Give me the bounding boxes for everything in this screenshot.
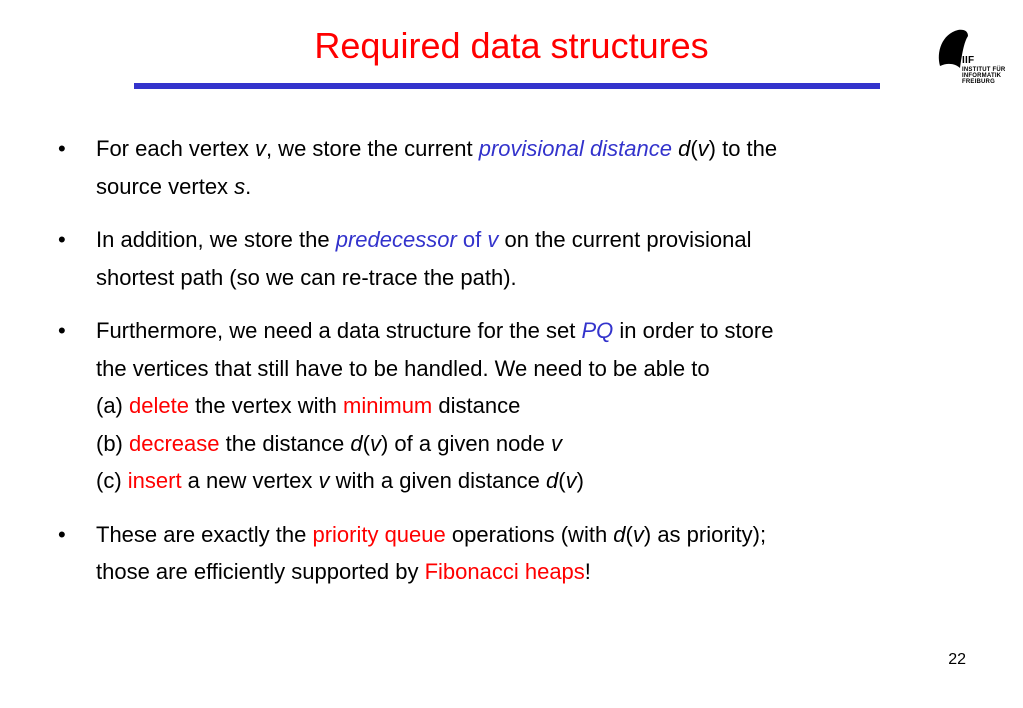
text-run: source vertex — [96, 173, 235, 199]
text-run: the vertex with — [188, 393, 344, 418]
logo-line-1: INSTITUT FÜR — [962, 67, 1006, 73]
text-run: insert — [127, 468, 182, 493]
logo-line-2: INFORMATIK — [962, 73, 1002, 79]
text-run: d — [350, 430, 363, 456]
text-run: on the current provisional — [498, 227, 752, 252]
text-run: provisional distance — [478, 136, 672, 161]
text-run: ( — [690, 136, 698, 161]
text-run: a new vertex — [181, 468, 319, 493]
text-run: ) of a given node — [380, 430, 551, 456]
page-number: 22 — [948, 651, 966, 668]
text-run: These are exactly the — [96, 521, 313, 547]
bullet-marker: • — [58, 318, 66, 343]
text-run: d — [678, 136, 691, 161]
bullet-marker: • — [58, 521, 66, 547]
text-run: ) as priority); — [643, 521, 767, 547]
text-run: v — [318, 468, 330, 493]
text-run: , we store the current — [265, 136, 479, 161]
bullet-marker: • — [58, 227, 66, 252]
bullet-line — [96, 462, 958, 500]
logo-mark: IIF — [962, 55, 975, 66]
bullet-item — [58, 130, 958, 205]
text-run: the distance — [219, 430, 351, 456]
institute-logo-text — [962, 56, 1005, 85]
text-run: v — [565, 468, 577, 493]
text-run: v — [697, 136, 709, 161]
text-run: v — [254, 136, 266, 161]
text-run: the vertices that still have to be handled. We need to be able to — [96, 355, 710, 381]
text-run: Furthermore, we need a data structure for the set — [96, 318, 582, 343]
bullet-line — [96, 553, 958, 591]
text-run: v — [487, 227, 499, 252]
bullet-marker: • — [58, 136, 66, 161]
text-run: operations (with — [445, 521, 614, 547]
slide-title: Required data structures — [314, 25, 709, 66]
text-run: with a given distance — [329, 468, 546, 493]
text-run: (b) — [96, 430, 129, 456]
title-underline — [134, 83, 880, 89]
bullet-line — [96, 312, 958, 350]
text-run: ) — [576, 468, 584, 493]
text-run: d — [613, 521, 626, 547]
text-run: s — [234, 173, 246, 199]
text-run: shortest path (so we can re-trace the path). — [96, 264, 517, 290]
text-run: ( — [625, 521, 633, 547]
bullet-item — [58, 312, 958, 500]
bullet-line — [96, 259, 958, 297]
text-run: ) to the — [708, 136, 778, 161]
text-run: v — [632, 521, 644, 547]
text-run: Fibonacci heaps — [424, 559, 585, 584]
bullet-line — [96, 516, 958, 554]
text-run: For each vertex — [96, 136, 255, 161]
text-run: of — [456, 227, 488, 252]
bullet-line — [96, 130, 958, 168]
bullet-list — [58, 130, 958, 607]
text-run: delete — [129, 393, 189, 418]
text-run: distance — [432, 393, 521, 418]
text-run: d — [545, 468, 559, 493]
text-run: those are efficiently supported by — [96, 559, 425, 584]
text-run: (c) — [96, 468, 128, 493]
text-run: in order to store — [613, 318, 774, 343]
text-run: predecessor — [335, 227, 457, 252]
text-run: decrease — [129, 430, 220, 456]
bullet-line — [96, 387, 958, 425]
logo-line-3: FREIBURG — [962, 79, 995, 85]
bullet-line — [96, 221, 958, 259]
text-run: v — [369, 430, 381, 456]
text-run: In addition, we store the — [96, 227, 336, 252]
text-run: ( — [362, 430, 370, 456]
bullet-line — [96, 425, 958, 463]
bullet-item — [58, 516, 958, 591]
text-run: . — [245, 173, 252, 199]
text-run: minimum — [343, 393, 433, 418]
text-run: ! — [584, 559, 591, 584]
text-run: (a) — [96, 393, 129, 418]
text-run: PQ — [581, 318, 614, 343]
text-run: v — [550, 430, 562, 456]
bullet-item — [58, 221, 958, 296]
bullet-line — [96, 168, 958, 206]
text-run: ( — [558, 468, 566, 493]
bullet-line — [96, 350, 958, 388]
text-run: priority queue — [312, 521, 446, 547]
